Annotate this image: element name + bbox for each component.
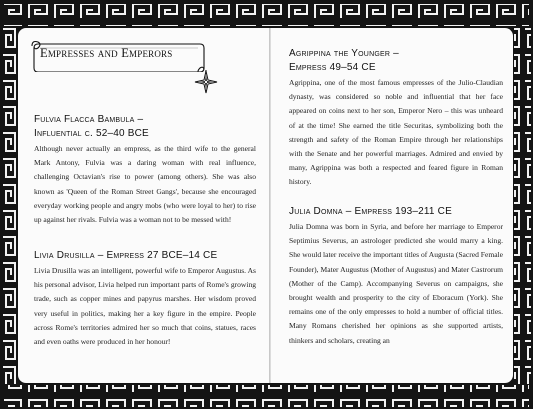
section-body: Although never actually an empress, as the third wife to the general Mark Antony, Fulvia was a daring woman with real influence, challenging Octavian's rise to power (among others). She was also known as 'Queen of the Roman Street Gangs', because she encouraged everyday working people and angry mobs (who were loyal to her) to rise up against her rivals. Fulvia was a woman not to be messed with! bbox=[34, 144, 256, 225]
right-page bbox=[271, 28, 513, 383]
section-heading: Fulvia Flacca Bambula – bbox=[34, 114, 144, 125]
section-heading: Empress 49–54 CE bbox=[289, 62, 376, 73]
compass-star-icon bbox=[194, 70, 218, 94]
section-heading: Agrippina the Younger – bbox=[289, 48, 399, 59]
section-title: Empresses and Emperors bbox=[40, 46, 173, 60]
section-heading: Livia Drusilla – Empress 27 BCE–14 CE bbox=[34, 250, 218, 261]
section-heading: Julia Domna – Empress 193–211 CE bbox=[289, 206, 452, 217]
section-body: Julia Domna was born in Syria, and before her marriage to Emperor Septimius Severus, an astrologer predicted she would marry a king. She would later receive the important titles of Augusta (Sacred Female Founder), Mater Augustus (Mother of Augustus) and Mater Castrorum (Mother of the Camp). Accompanying Severus on campaigns, she brought wealth and prosperity to the city of Eboracum (York). She remains one of the only empresses to hold a number of official titles. Many Romans cherished her opinions as she supported artists, thinkers and scholars, creating an bbox=[289, 222, 503, 345]
section-body: Agrippina, one of the most famous empresses of the Julio-Claudian dynasty, was considered so noble and influential that her face appeared on coins next to her son, Emperor Nero – this was unheard of at the time! She earned the title Securitas, symbolizing both the strength and safety of the Roman Empire through her relationships with the Senate and her powerful marriages. Admired and envied by many, Agrippina was both a respected and feared figure in Roman history. bbox=[289, 78, 503, 187]
section-heading: Influential c. 52–40 BCE bbox=[34, 128, 149, 139]
left-page bbox=[18, 28, 269, 383]
section-body: Livia Drusilla was an intelligent, powerful wife to Emperor Augustus. As his personal advisor, Livia helped run important parts of Rome's growing trade, such as copper mines and papyrus marshes. Her wisdom proved very useful in politics, making her a key figure in the empire. People across Rome's territories admired her so much that coins, statues, races and even oaths were produced in her honour! bbox=[34, 266, 256, 347]
